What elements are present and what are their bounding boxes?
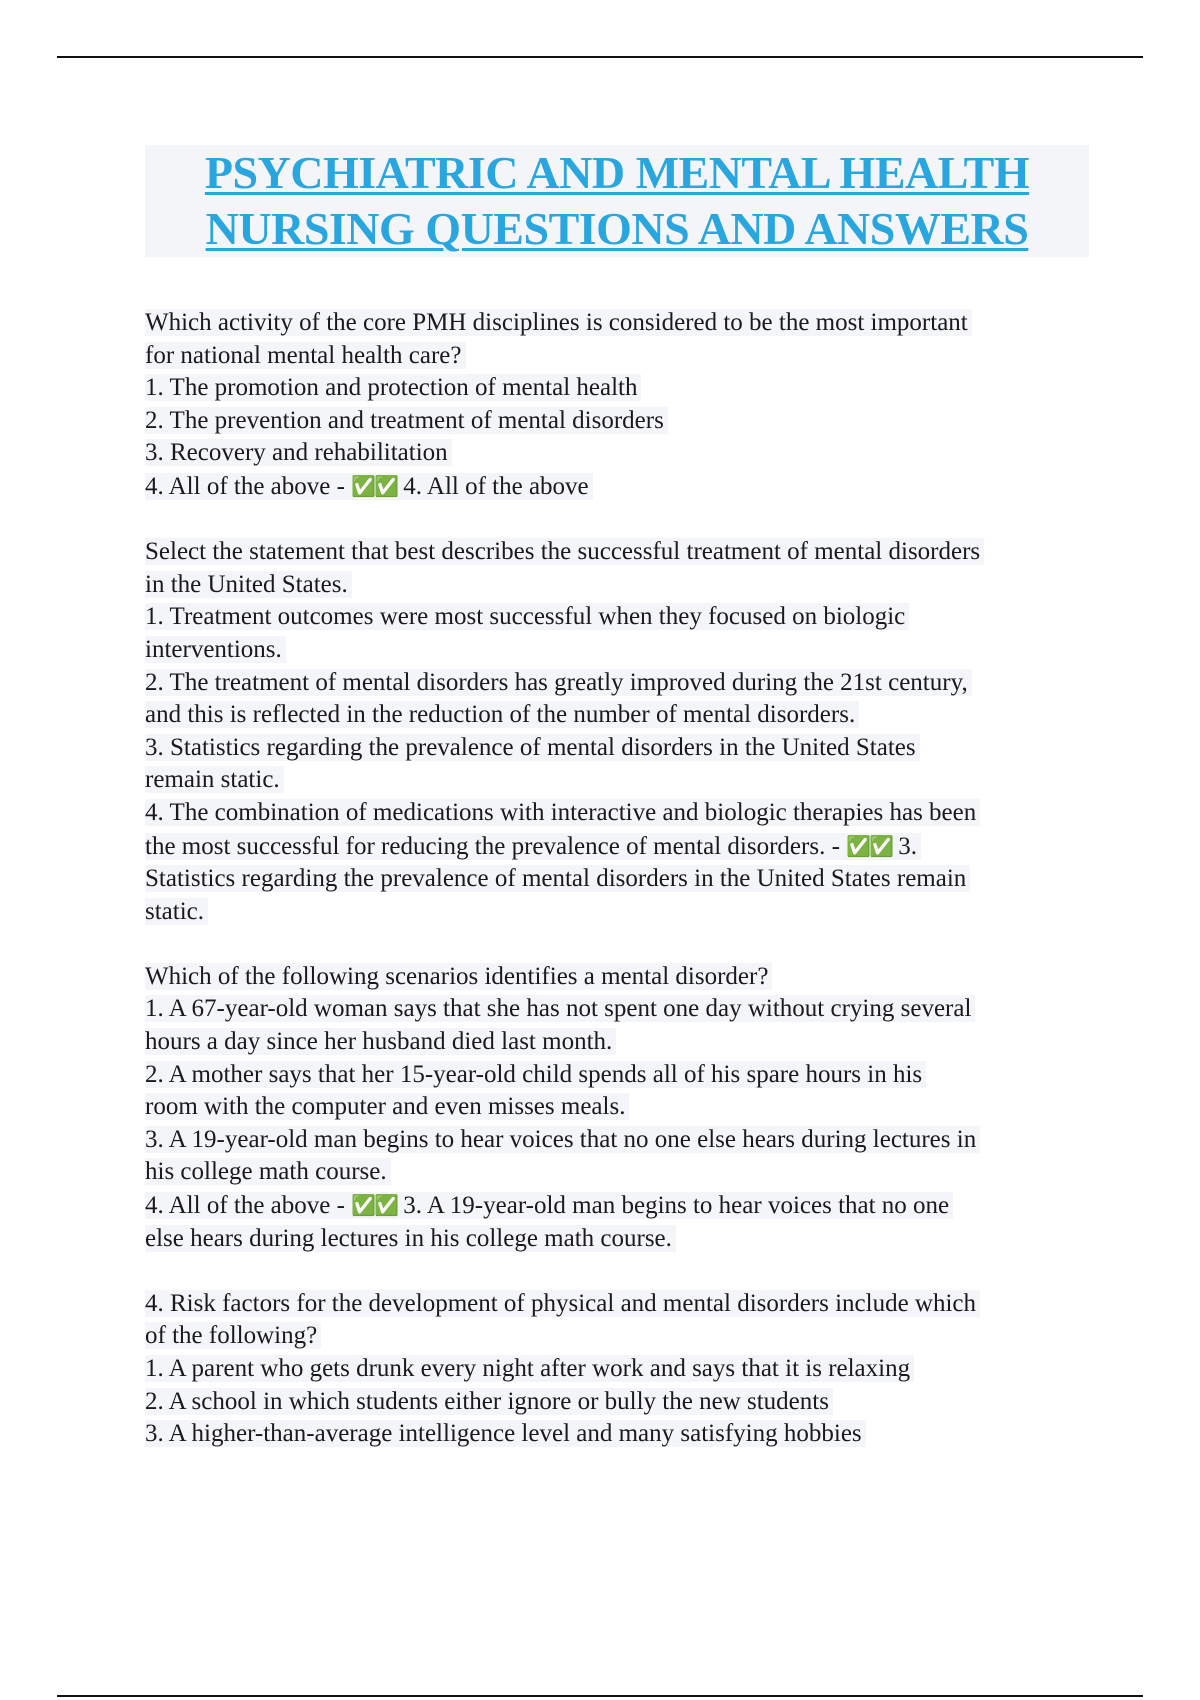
question-block — [145, 961, 1095, 1255]
question-text: Which of the following scenarios identifies a mental disorder? — [145, 963, 772, 990]
double-check-circle-icon: ✅✅ — [351, 473, 398, 498]
question-line: 2. The treatment of mental disorders has greatly improved during the 21st century, — [145, 669, 972, 696]
question-line: 3. A higher-than-average intelligence level and many satisfying hobbies — [145, 1420, 866, 1447]
question-line: 1. A parent who gets drunk every night after work and says that it is relaxing — [145, 1355, 914, 1382]
question-text: 4. Risk factors for the development of physical and mental disorders include which — [145, 1290, 980, 1317]
correct-answer: 4. All of the above — [397, 472, 589, 500]
answer-prefix: 4. All of the above - — [145, 472, 352, 500]
question-line: 3. Statistics regarding the prevalence of mental disorders in the United States — [145, 734, 920, 761]
question-line: his college math course. — [145, 1158, 391, 1185]
question-block — [145, 1288, 1095, 1451]
question-line: interventions. — [145, 636, 286, 663]
footer-rule — [57, 1695, 1143, 1697]
question-line: hours a day since her husband died last month. — [145, 1028, 616, 1055]
question-line: 3. Recovery and rehabilitation — [145, 439, 452, 466]
question-text: Select the statement that best describes the successful treatment of mental disorders — [145, 538, 984, 565]
answer-line — [145, 833, 921, 860]
double-check-circle-icon: ✅✅ — [846, 833, 892, 858]
header-rule — [57, 56, 1143, 58]
question-line: of the following? — [145, 1322, 321, 1349]
document-title — [145, 145, 1089, 257]
answer-line — [145, 1192, 953, 1219]
answer-prefix: the most successful for reducing the prevalence of mental disorders. - — [145, 832, 847, 860]
question-line: 2. A mother says that her 15-year-old child spends all of his spare hours in his — [145, 1061, 926, 1088]
answer-prefix: 4. All of the above - — [145, 1192, 352, 1220]
question-block — [145, 536, 1095, 928]
question-line: 3. A 19-year-old man begins to hear voices that no one else hears during lectures in — [145, 1126, 980, 1153]
correct-answer: 3. A 19-year-old man begins to hear voices that no one — [397, 1192, 950, 1220]
question-block — [145, 307, 1095, 504]
question-line: 1. Treatment outcomes were most successful when they focused on biologic — [145, 603, 909, 630]
title-line-1: PSYCHIATRIC AND MENTAL HEALTH — [204, 147, 1030, 198]
question-line: and this is reflected in the reduction of the number of mental disorders. — [145, 701, 859, 728]
question-line: 2. A school in which students either ignore or bully the new students — [145, 1388, 833, 1415]
correct-answer-continuation: else hears during lectures in his college math course. — [145, 1225, 676, 1252]
question-line: in the United States. — [145, 571, 352, 598]
question-line: 2. The prevention and treatment of mental disorders — [145, 407, 668, 434]
question-line: for national mental health care? — [145, 342, 466, 369]
correct-answer: 3. — [891, 832, 917, 860]
question-line: room with the computer and even misses meals. — [145, 1093, 629, 1120]
correct-answer-continuation: static. — [145, 898, 208, 925]
question-line: 1. A 67-year-old woman says that she has not spent one day without crying several — [145, 995, 975, 1022]
question-line: remain static. — [145, 766, 284, 793]
title-line-2: NURSING QUESTIONS AND ANSWERS — [205, 203, 1029, 254]
double-check-circle-icon: ✅✅ — [351, 1193, 398, 1218]
question-text: Which activity of the core PMH disciplines is considered to be the most important — [145, 309, 972, 336]
answer-line — [145, 473, 593, 500]
question-line: 4. The combination of medications with interactive and biologic therapies has been — [145, 799, 980, 826]
question-list — [145, 307, 1095, 1451]
correct-answer-continuation: Statistics regarding the prevalence of mental disorders in the United States remain — [145, 865, 970, 892]
question-line: 1. The promotion and protection of mental health — [145, 374, 641, 401]
